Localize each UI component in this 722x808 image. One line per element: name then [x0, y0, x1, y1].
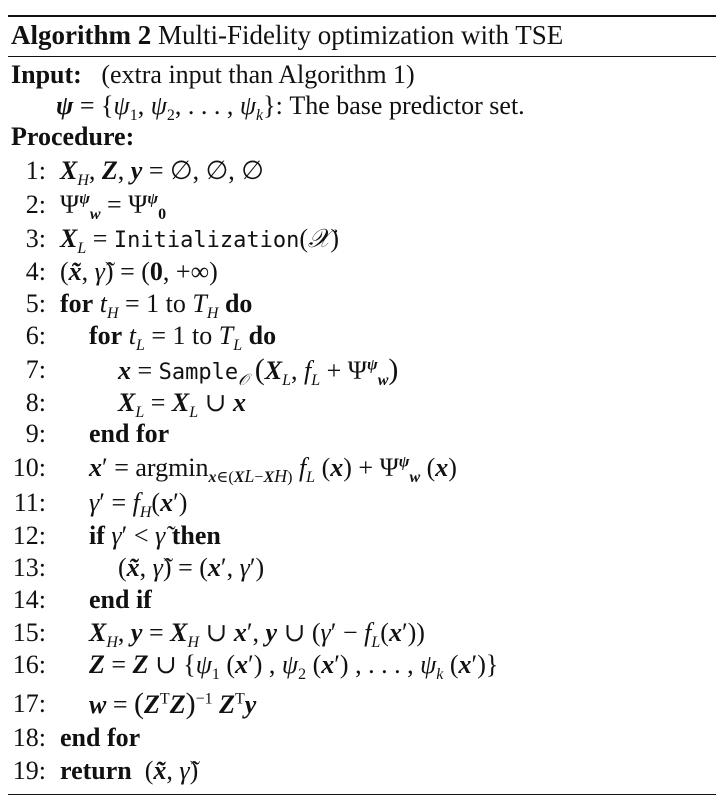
algo-line-11 [0, 487, 722, 522]
line-number: 9: [25, 419, 46, 448]
predictor-set-formula: $\psi = \{\psi_1$, $\psi_2$, . . . , $\psi_k$} [56, 91, 276, 125]
line-number: 7: [25, 355, 46, 384]
argmin-fn: argmin [135, 453, 209, 482]
line-number: 4: [25, 257, 46, 286]
algo-line-12 [0, 520, 722, 552]
caption-rule [8, 56, 716, 57]
predictor-set-line [56, 90, 525, 125]
algo-line-6 [0, 320, 722, 355]
line-code: $X_L = X_L$ ∪ x [118, 388, 246, 422]
line-number: 16: [12, 650, 46, 679]
algo-line-13 [0, 552, 722, 584]
line-number: 14: [12, 585, 46, 614]
input-text: (extra input than Algorithm 1) [101, 60, 415, 89]
initialization-fn: Initialization [113, 228, 300, 253]
algorithm-label: Algorithm 2 [11, 20, 152, 50]
algo-line-2 [0, 189, 722, 224]
line-code: $\gamma' = f_H(x')$ [89, 488, 188, 522]
line-code: for $t_H = 1$ to $T_H$ do [60, 289, 253, 323]
line-code: $\Psi^\psi_w = \Psi^\psi_0$ [60, 190, 167, 224]
line-number: 2: [25, 190, 46, 219]
algo-line-10 [0, 452, 722, 487]
line-code: return (x̃, γ̃) [60, 756, 199, 785]
line-number: 17: [12, 689, 46, 718]
algorithm-title: Multi-Fidelity optimization with TSE [157, 20, 564, 50]
line-number: 12: [12, 521, 46, 550]
algorithm-caption [11, 18, 563, 52]
line-number: 6: [25, 321, 46, 350]
algo-line-16 [0, 649, 722, 684]
line-code: x′ = argmin$_{x\in(XL-XH)}$ $f_L$ $(x) + \Psi^\psi_w$ (x) [89, 453, 457, 487]
line-code: $w = (Z^TZ)^{-1}$ $Z^Ty$ [89, 687, 257, 720]
line-code: end if [89, 585, 152, 614]
algo-line-7 [0, 353, 722, 390]
line-number: 8: [25, 388, 46, 417]
line-number: 18: [12, 723, 46, 752]
algo-line-14 [0, 584, 722, 616]
algo-line-15 [0, 617, 722, 652]
line-code: Z = Z ∪ {$\psi_1$ (x′) , $\psi_2$ (x′) , . . . , $\psi_k$ (x′)} [89, 650, 499, 684]
procedure-label: Procedure: [11, 122, 135, 151]
line-code: $X_H$, $y = X_H$ ∪ x′, y ∪ $(\gamma' - f_L(x'))$ [89, 618, 425, 652]
line-number: 5: [25, 289, 46, 318]
line-number: 19: [12, 756, 46, 785]
algo-line-4 [0, 256, 722, 288]
line-code: end for [60, 723, 141, 752]
line-number: 11: [13, 488, 46, 517]
line-code: $X_L$ = Initialization(𝒳) [60, 224, 340, 258]
predictor-set-desc: : The base predictor set. [275, 91, 525, 120]
algo-line-5 [0, 288, 722, 323]
algo-line-1 [0, 155, 722, 190]
sample-fn: Sample [158, 360, 239, 385]
algo-line-19 [0, 755, 722, 787]
bottom-rule [8, 794, 716, 795]
line-code: if γ′ < γ̃ then [89, 521, 221, 550]
algo-line-17 [0, 688, 722, 720]
algo-line-3 [0, 223, 722, 258]
algo-line-9 [0, 418, 722, 450]
line-code: (x̃, γ̃) = (x′, γ′) [118, 553, 265, 582]
line-number: 1: [25, 156, 46, 185]
input-line [11, 59, 415, 91]
line-code: $X_H$, Z, y = ∅, ∅, ∅ [60, 156, 264, 190]
line-number: 15: [12, 618, 46, 647]
line-number: 13: [12, 553, 46, 582]
line-number: 10: [12, 453, 46, 482]
line-code: for $t_L = 1$ to $T_L$ do [89, 321, 277, 355]
line-number: 3: [25, 224, 46, 253]
algo-line-8 [0, 387, 722, 422]
input-label: Input: [11, 60, 82, 89]
line-code: (x̃, γ̃) = (0, +∞) [60, 257, 218, 286]
line-code: x = Sample$_𝒪$ ($X_L$, $f_L + \Psi^\psi_w$) [118, 353, 399, 390]
algo-line-18 [0, 722, 722, 754]
top-rule [8, 15, 716, 17]
line-code: end for [89, 419, 170, 448]
